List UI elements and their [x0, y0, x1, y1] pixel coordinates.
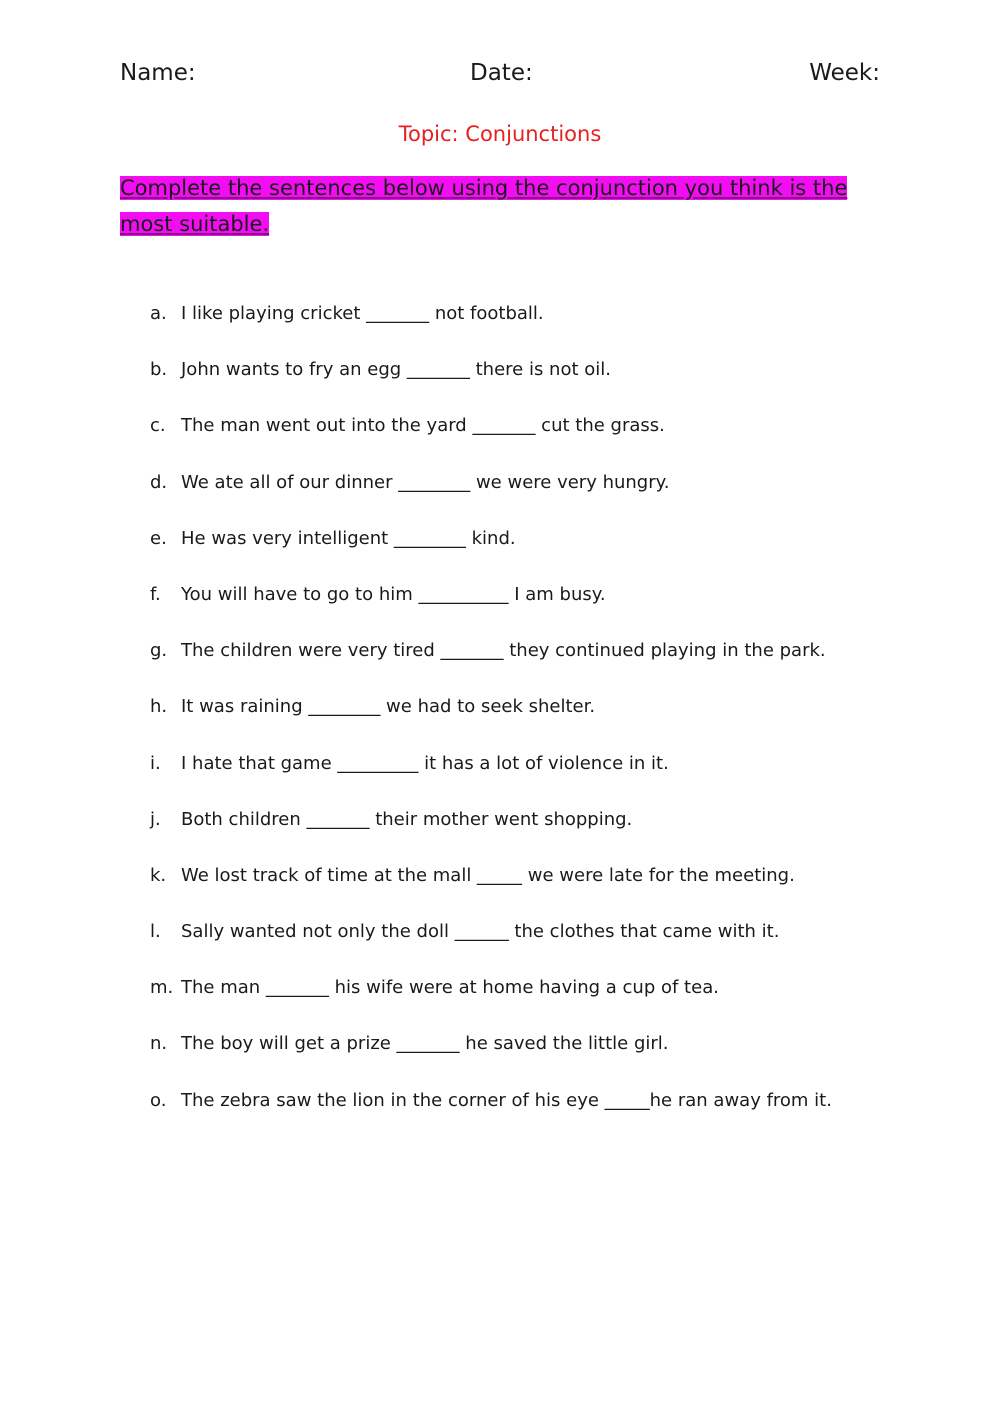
question-text: Sally wanted not only the doll ______ the clothes that came with it. — [181, 921, 780, 943]
question-text: I hate that game _________ it has a lot of violence in it. — [181, 752, 669, 774]
question-item — [150, 865, 910, 921]
question-marker: n. — [150, 1033, 168, 1055]
question-item — [150, 696, 910, 752]
topic-title: Topic: Conjunctions — [398, 122, 602, 146]
question-marker: h. — [150, 696, 168, 718]
question-marker: l. — [150, 921, 161, 943]
instruction-box — [120, 170, 880, 242]
question-marker: o. — [150, 1089, 167, 1111]
question-marker: j. — [150, 808, 161, 830]
question-item — [150, 1033, 910, 1089]
question-list — [150, 303, 910, 1146]
question-item — [150, 584, 910, 640]
question-text: John wants to fry an egg _______ there is not oil. — [181, 359, 611, 381]
question-marker: e. — [150, 527, 167, 549]
question-item — [150, 528, 910, 584]
question-text: It was raining ________ we had to seek shelter. — [181, 696, 596, 718]
question-text: Both children _______ their mother went shopping. — [181, 808, 633, 830]
week-label: Week: — [809, 60, 880, 86]
question-text: I like playing cricket _______ not football. — [181, 303, 544, 324]
question-item — [150, 640, 910, 696]
question-item — [150, 303, 910, 359]
question-text: We ate all of our dinner ________ we were very hungry. — [181, 471, 670, 493]
question-text: The zebra saw the lion in the corner of his eye _____he ran away from it. — [181, 1089, 832, 1111]
question-text: He was very intelligent ________ kind. — [181, 527, 516, 549]
question-text: The man went out into the yard _______ cut the grass. — [181, 415, 665, 437]
question-item — [150, 921, 910, 977]
question-marker: g. — [150, 640, 168, 662]
question-marker: a. — [150, 303, 167, 324]
header-fields — [120, 60, 880, 94]
question-text: You will have to go to him __________ I am busy. — [181, 583, 606, 605]
question-item — [150, 359, 910, 415]
question-marker: m. — [150, 977, 174, 999]
question-text: We lost track of time at the mall _____ we were late for the meeting. — [181, 864, 795, 886]
question-item — [150, 753, 910, 809]
question-item — [150, 977, 910, 1033]
question-item — [150, 472, 910, 528]
question-marker: d. — [150, 471, 168, 493]
question-marker: c. — [150, 415, 166, 437]
question-item — [150, 415, 910, 471]
instruction-text: Complete the sentences below using the conjunction you think is the most suitable. — [120, 176, 848, 236]
question-marker: k. — [150, 864, 167, 886]
question-text: The boy will get a prize _______ he saved the little girl. — [181, 1033, 669, 1055]
date-label: Date: — [470, 60, 533, 86]
question-item — [150, 809, 910, 865]
question-text: The children were very tired _______ they continued playing in the park. — [181, 640, 826, 662]
question-text: The man _______ his wife were at home having a cup of tea. — [181, 977, 719, 999]
question-marker: i. — [150, 752, 161, 774]
name-label: Name: — [120, 60, 196, 86]
question-marker: f. — [150, 583, 161, 605]
question-marker: b. — [150, 359, 168, 381]
question-item — [150, 1090, 910, 1146]
